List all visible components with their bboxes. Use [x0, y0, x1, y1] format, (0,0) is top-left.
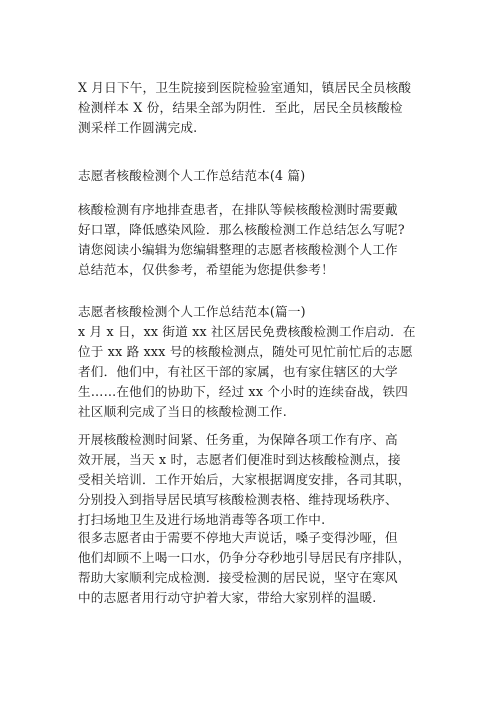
- text-line: 核酸检测有序地排查患者，在排队等候核酸检测时需要戴: [78, 202, 398, 217]
- text-line: 很多志愿者由于需要不停地大声说话，嗓子变得沙哑，但: [78, 530, 398, 545]
- text-line: 测采样工作圆满完成.: [78, 120, 198, 135]
- document-title: [78, 166, 424, 186]
- text-line: 中的志愿者用行动守护着大家，带给大家别样的温暖.: [78, 590, 377, 605]
- text-line: 总结范本，仅供参考，希望能为您提供参考！: [78, 262, 334, 277]
- section-heading: 志愿者核酸检测个人工作总结范本(篇一): [78, 304, 306, 319]
- text-line: 开展核酸检测时间紧、任务重，为保障各项工作有序、高: [78, 432, 398, 447]
- text-line: 请您阅读小编辑为您编辑整理的志愿者核酸检测个人工作: [78, 242, 398, 257]
- text-line: 社区顺利完成了当日的核酸检测工作.: [78, 404, 287, 419]
- text-line: 分别投入到指导居民填写核酸检测表格、维持现场秩序、: [78, 492, 398, 507]
- text-line: X 月日下午，卫生院接到医院检验室通知，镇居民全员核酸: [78, 80, 412, 95]
- text-line: 检测样本 X 份，结果全部为阴性．至此，居民全员核酸检: [78, 100, 403, 115]
- text-line: 打扫场地卫生及进行场地消毒等各项工作中.: [78, 512, 326, 527]
- title-line: 志愿者核酸检测个人工作总结范本(4 篇): [78, 168, 306, 183]
- text-line: 帮助大家顺利完成检测．接受检测的居民说，坚守在寒风: [78, 570, 398, 585]
- text-line: 他们却顾不上喝一口水，仍争分夺秒地引导居民有序排队，: [78, 550, 411, 565]
- intro-paragraph: [78, 78, 424, 138]
- section-one-paragraph: [78, 302, 424, 422]
- volunteers-paragraph: [78, 528, 424, 608]
- summary-paragraph: [78, 200, 424, 280]
- text-line: 效开展，当天 x 时，志愿者们便准时到达核酸检测点，接: [78, 452, 401, 467]
- text-line: x 月 x 日，xx 街道 xx 社区居民免费核酸检测工作启动．在: [78, 324, 416, 339]
- text-line: 好口罩，降低感染风险．那么核酸检测工作总结怎么写呢?: [78, 222, 405, 237]
- text-line: 受相关培训．工作开始后，大家根据调度安排，各司其职，: [78, 472, 411, 487]
- text-line: 生……在他们的协助下，经过 xx 个小时的连续奋战，铁四: [78, 384, 409, 399]
- text-line: 位于 xx 路 xxx 号的核酸检测点，随处可见忙前忙后的志愿: [78, 344, 413, 359]
- text-line: 者们．他们中，有社区干部的家属，也有家住辖区的大学: [78, 364, 398, 379]
- work-paragraph: [78, 430, 424, 530]
